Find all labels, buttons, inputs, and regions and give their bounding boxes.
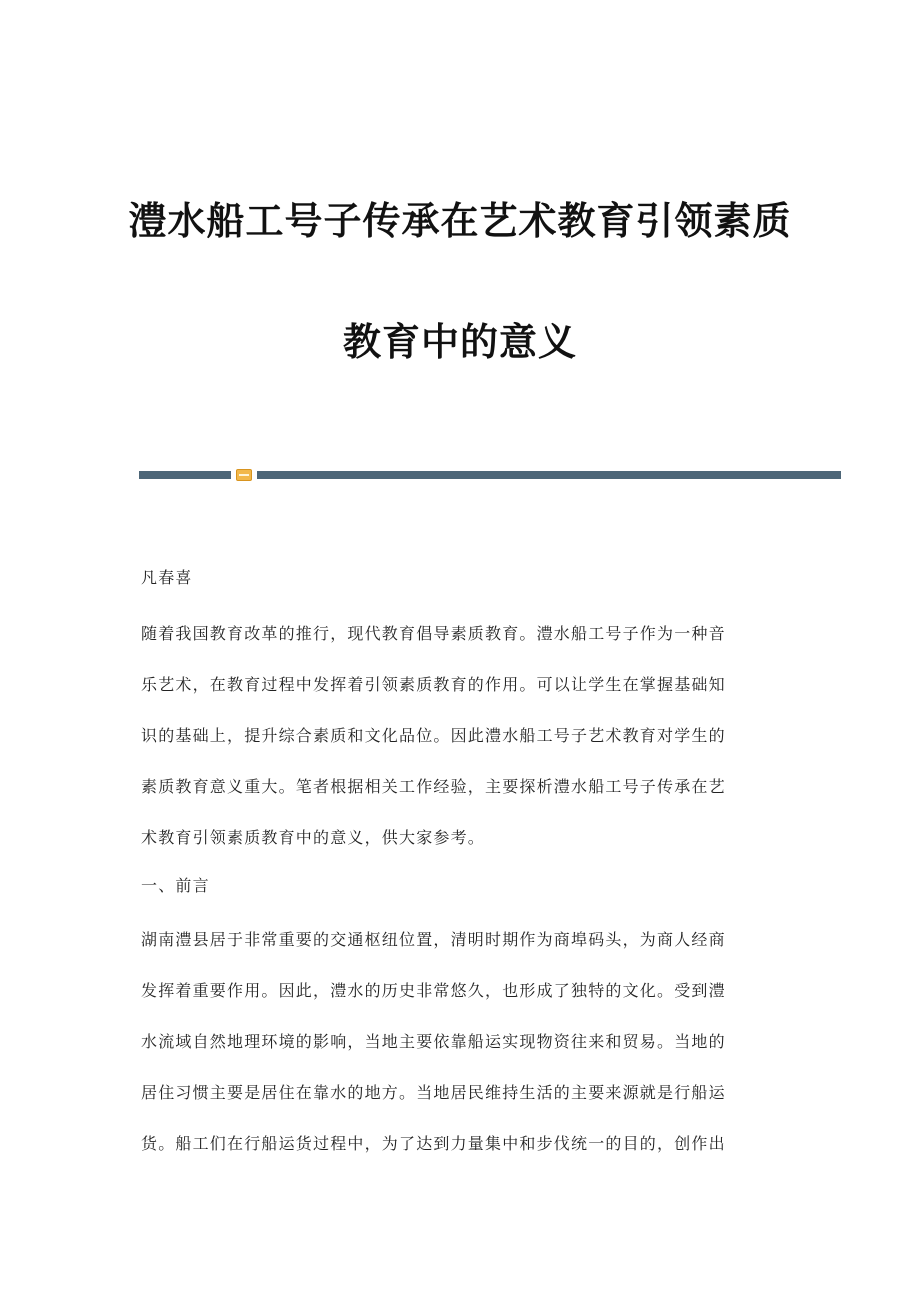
abstract-line: 乐艺术，在教育过程中发挥着引领素质教育的作用。可以让学生在掌握基础知: [141, 675, 726, 694]
section-heading-text: 一、前言: [141, 876, 210, 895]
abstract-line: 素质教育意义重大。笔者根据相关工作经验，主要探析澧水船工号子传承在艺: [141, 777, 726, 796]
section-line: 货。船工们在行船运货过程中，为了达到力量集中和步伐统一的目的，创作出: [141, 1134, 726, 1153]
abstract-line: 随着我国教育改革的推行，现代教育倡导素质教育。澧水船工号子作为一种音: [141, 624, 726, 643]
section-line: 居住习惯主要是居住在靠水的地方。当地居民维持生活的主要来源就是行船运: [141, 1083, 726, 1102]
section-line: 水流域自然地理环境的影响，当地主要依靠船运实现物资往来和贸易。当地的: [141, 1032, 726, 1051]
document-title-line-2: 教育中的意义: [342, 319, 577, 364]
document-title-line-1: 澧水船工号子传承在艺术教育引领素质: [128, 198, 792, 243]
title-divider-right: [257, 471, 841, 479]
divider-badge-icon: [236, 469, 252, 481]
section-line: 湖南澧县居于非常重要的交通枢纽位置，清明时期作为商埠码头，为商人经商: [141, 930, 726, 949]
title-divider-left: [139, 471, 231, 479]
abstract-line: 术教育引领素质教育中的意义，供大家参考。: [141, 828, 486, 847]
abstract-line: 识的基础上，提升综合素质和文化品位。因此澧水船工号子艺术教育对学生的: [141, 726, 726, 745]
section-line: 发挥着重要作用。因此，澧水的历史非常悠久，也形成了独特的文化。受到澧: [141, 981, 726, 1000]
author-text: 凡春喜: [141, 568, 193, 587]
